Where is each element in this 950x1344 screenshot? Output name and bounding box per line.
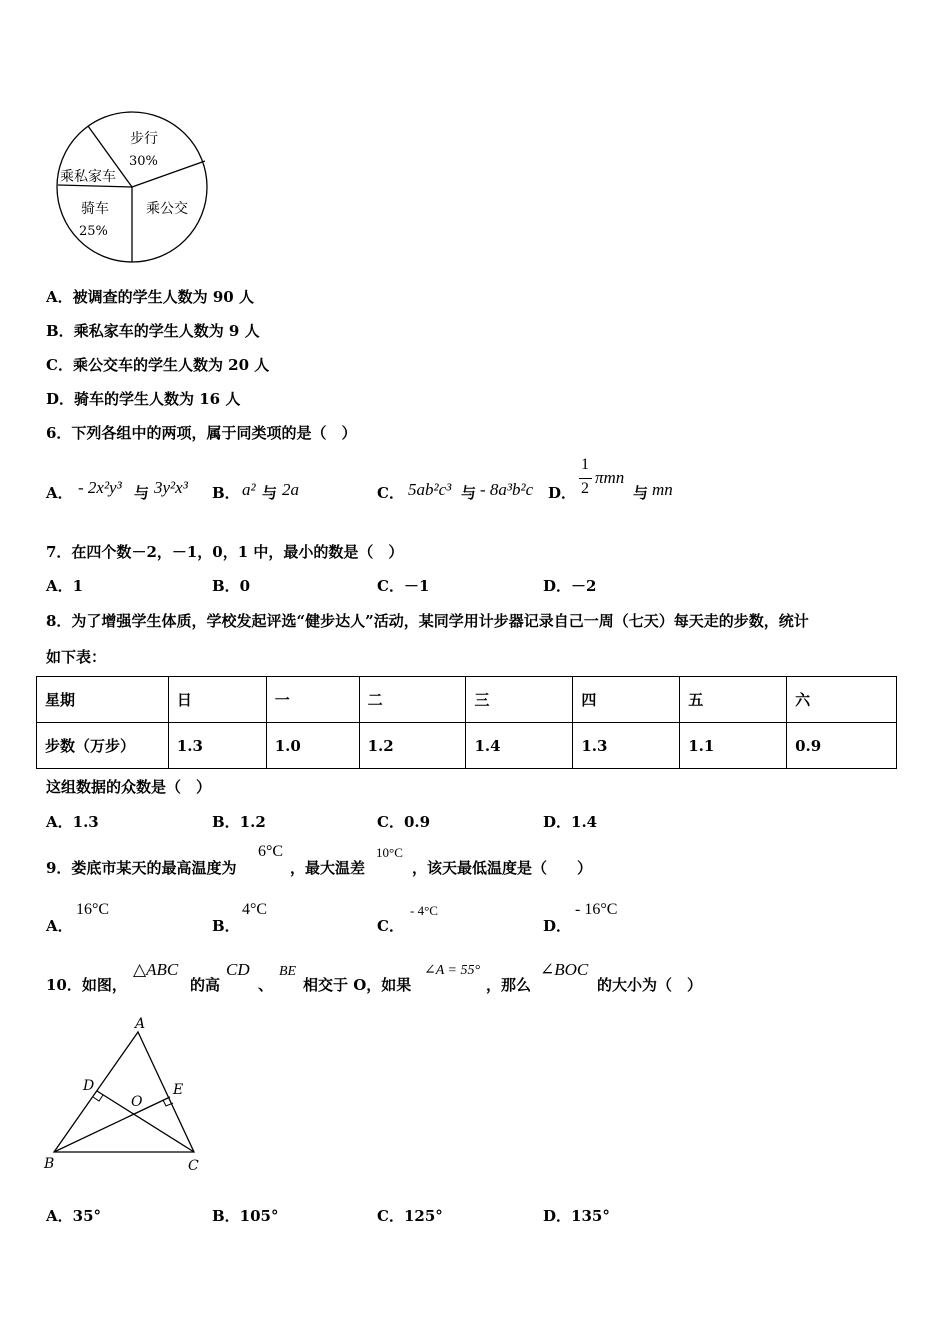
q7-option-a[interactable]: A．1 (46, 577, 84, 595)
q8-option-a[interactable]: A．1.3 (46, 813, 99, 831)
q10-altitude-be: BE (279, 964, 297, 979)
option-text: 骑车的学生人数为 16 人 (74, 390, 241, 408)
q9-option-c-value: - 4°C (410, 903, 438, 918)
q6-a-left-expr: - 2x²y³ (78, 478, 122, 497)
table-cell: 步数（万步） (37, 723, 169, 769)
table-cell: 0.9 (787, 723, 897, 769)
pie-pct-walk: 30% (129, 154, 158, 169)
vertex-label-a: A (135, 1016, 146, 1032)
table-cell: 1.0 (266, 723, 359, 769)
point-label-e: E (173, 1082, 184, 1098)
table-cell: 五 (680, 677, 787, 723)
q9-option-c[interactable]: C． (377, 917, 404, 935)
option-text: 被调查的学生人数为 90 人 (72, 288, 254, 306)
q6-c-conj: 与 (461, 484, 477, 502)
table-cell: 1.2 (359, 723, 466, 769)
q8-option-c[interactable]: C．0.9 (377, 813, 431, 831)
q5-option-b[interactable] (46, 320, 260, 341)
q10-option-a[interactable]: A．35° (46, 1207, 102, 1225)
table-cell: 三 (466, 677, 573, 723)
q7-stem: 7．在四个数－2，－1，0，1 中，最小的数是（ ） (46, 543, 404, 561)
q5-option-d[interactable] (46, 388, 240, 409)
table-cell: 日 (168, 677, 266, 723)
option-letter: C． (377, 484, 404, 502)
table-cell: 六 (787, 677, 897, 723)
q6-d-frac-num: 1 (581, 456, 589, 473)
pie-label-bike: 骑车 (81, 201, 109, 217)
option-letter: B． (212, 484, 240, 502)
q6-b-left-expr: a² (242, 480, 256, 499)
q6-a-conj: 与 (134, 484, 150, 502)
table-cell: 二 (359, 677, 466, 723)
q6-a-right-expr: 3y²x³ (154, 478, 188, 497)
table-cell: 一 (266, 677, 359, 723)
q6-option-a[interactable] (46, 482, 73, 503)
vertex-label-c: C (188, 1158, 199, 1174)
pie-pct-bike: 25% (79, 224, 108, 239)
triangle-figure (40, 1010, 215, 1180)
point-label-o: O (131, 1094, 143, 1110)
q6-d-tail: πmn (595, 468, 625, 487)
q10-altitude-cd: CD (226, 960, 250, 979)
q8-option-b[interactable]: B．1.2 (212, 813, 266, 831)
q6-b-right-expr: 2a (282, 480, 299, 499)
vertex-label-b: B (44, 1156, 55, 1172)
q9-option-a-value: 16°C (76, 901, 110, 918)
option-text: 乘公交车的学生人数为 20 人 (72, 356, 270, 374)
option-letter: B． (46, 322, 74, 340)
option-text: 乘私家车的学生人数为 9 人 (73, 322, 260, 340)
altitude-be (54, 1097, 170, 1152)
pie-chart-figure (50, 105, 215, 270)
q9-stem-part1: 9．娄底市某天的最高温度为 (46, 859, 237, 877)
option-letter: D． (46, 390, 75, 408)
q6-c-right-expr: - 8a³b²c (480, 480, 534, 499)
table-cell: 1.3 (573, 723, 680, 769)
table-cell: 1.4 (466, 723, 573, 769)
q9-option-b[interactable]: B． (212, 917, 240, 935)
q6-c-left-expr: 5ab²c³ (408, 480, 452, 499)
q10-option-b[interactable]: B．105° (212, 1207, 279, 1225)
point-label-d: D (83, 1078, 95, 1094)
q10-stem-part1: 10．如图， (46, 976, 127, 994)
option-letter: C． (46, 356, 73, 374)
q9-option-b-value: 4°C (242, 901, 268, 918)
pie-label-walk: 步行 (130, 131, 158, 147)
q6-option-c[interactable] (377, 482, 404, 503)
pie-label-car: 乘私家车 (60, 169, 116, 185)
q10-stem-part4: ，那么 (486, 976, 532, 994)
q9-option-d[interactable]: D． (543, 917, 572, 935)
q5-option-c[interactable] (46, 354, 269, 375)
pie-label-bus: 乘公交 (146, 201, 188, 217)
option-letter: A． (46, 484, 73, 502)
q10-separator: 、 (258, 976, 274, 994)
q6-d-right-expr: mn (652, 480, 673, 499)
q8-question: 这组数据的众数是（ ） (46, 778, 212, 796)
q10-triangle-abc: △ABC (133, 960, 179, 979)
q9-option-d-value: - 16°C (575, 901, 618, 918)
q5-option-a[interactable] (46, 286, 254, 307)
q7-option-b[interactable]: B．0 (212, 577, 251, 595)
q6-d-conj: 与 (633, 484, 649, 502)
q6-stem: 6．下列各组中的两项，属于同类项的是（ ） (46, 424, 357, 442)
table-cell: 1.1 (680, 723, 787, 769)
q10-angle-boc: ∠BOC (540, 960, 589, 979)
q9-option-a[interactable]: A． (46, 917, 73, 935)
q7-option-d[interactable]: D．－2 (543, 577, 597, 595)
table-cell: 星期 (37, 677, 169, 723)
steps-table (36, 676, 897, 769)
q9-stem-part2: ，最大温差 (290, 859, 366, 877)
table-cell: 1.3 (168, 723, 266, 769)
q6-b-conj: 与 (262, 484, 278, 502)
q9-stem-part3: ，该天最低温度是（ ） (412, 859, 593, 877)
table-cell: 四 (573, 677, 680, 723)
q6-option-d[interactable] (548, 482, 576, 503)
q8-stem-line2: 如下表： (46, 648, 107, 666)
q6-d-frac-bar (579, 478, 592, 479)
q8-option-d[interactable]: D．1.4 (543, 813, 598, 831)
option-letter: A． (46, 288, 73, 306)
option-letter: D． (548, 484, 577, 502)
q10-angle-a: ∠A = 55° (424, 963, 481, 978)
table-row (37, 723, 897, 769)
q6-d-frac-den: 2 (581, 480, 589, 497)
table-header-row (37, 677, 897, 723)
q10-stem-part5: 的大小为（ ） (597, 976, 703, 994)
q10-option-d[interactable]: D．135° (543, 1207, 610, 1225)
q10-option-c[interactable]: C．125° (377, 1207, 443, 1225)
q9-temp-diff: 10°C (376, 845, 403, 860)
q9-high-temp: 6°C (258, 843, 284, 860)
q8-stem-line1: 8．为了增强学生体质，学校发起评选“健步达人”活动，某同学用计步器记录自己一周（七天）每天走的步数，统计 (46, 612, 809, 630)
q10-stem-part3: 相交于 O，如果 (303, 976, 412, 994)
q6-option-b[interactable] (212, 482, 240, 503)
right-angle-mark-d (93, 1095, 103, 1101)
q10-stem-part2: 的高 (190, 976, 221, 994)
q7-option-c[interactable]: C．－1 (377, 577, 430, 595)
